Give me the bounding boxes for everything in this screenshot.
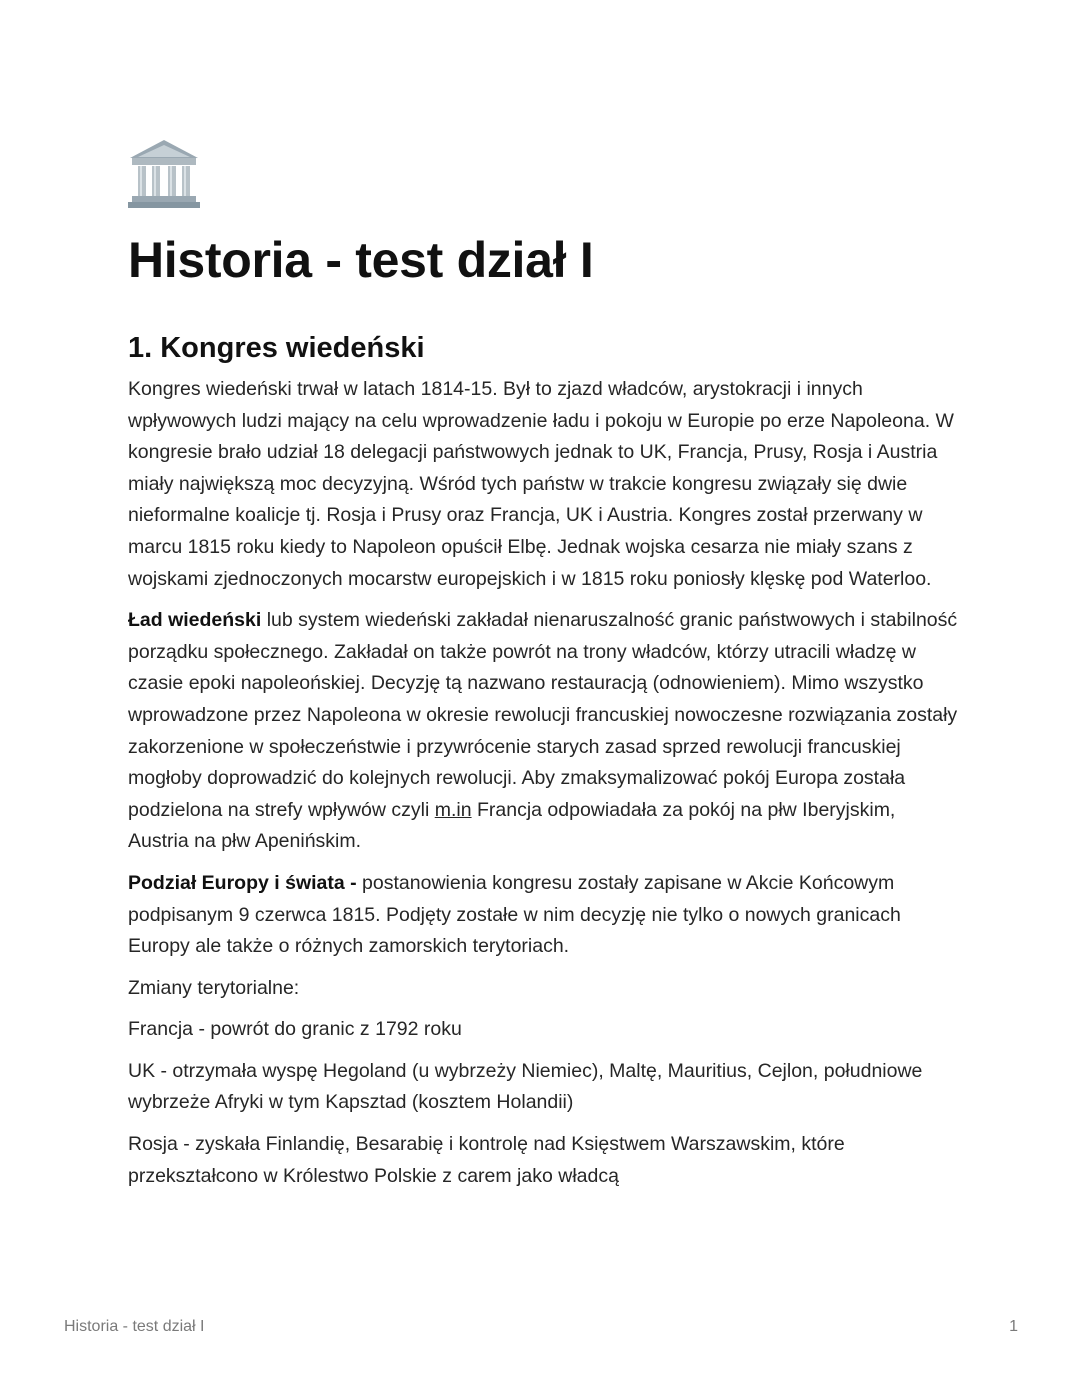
section-heading-kongres: 1. Kongres wiedeński (128, 332, 425, 364)
link-min[interactable]: m.in (434, 798, 472, 821)
paragraph-lad-wiedenski (128, 605, 958, 858)
paragraph-intro: Kongres wiedeński trwał w latach 1814-15. Był to zjazd władców, arystokracji i innych wpływowych ludzi mający na celu wprowadzenie ładu i pokoju w Europie po erze Napoleona. W kongresie brało udział 18 delegacji państwowych jednak to UK, Francja, Prusy, Rosja i Austria miały największą moc decyzyjną. Wśród tych państw w trakcie kongresu związały się dwie nieformalne koalicje tj. Rosja i Prusy oraz Francja, UK i Austria. Kongres został przerwany w marcu 1815 roku kiedy to Napoleon opuścił Elbę. Jednak wojska cesarza nie miały szans z wojskami zjednoczonych mocarstw europejskich i w 1815 roku poniosły klęskę pod Waterloo. (128, 378, 954, 590)
footer-title: Historia - test dział I (64, 1318, 205, 1335)
bold-term-lad: Ład wiedeński (128, 609, 262, 632)
paragraph-francja: Francja - powrót do granic z 1792 roku (128, 1018, 462, 1041)
paragraph-uk: UK - otrzymała wyspę Hegoland (u wybrzeży Niemiec), Maltę, Mauritius, Cejlon, południowe wybrzeże Afryki w tym Kapsztad (kosztem Holandii) (128, 1059, 923, 1114)
paragraph-podzial (128, 868, 958, 963)
bold-term-podzial: Podział Europy i świata - (128, 871, 357, 894)
paragraph-text: lub system wiedeński zakładał nienaruszalność granic państwowych i stabilność porządku społecznego. Zakładał on także powrót na trony władców, którzy utracili władzę w czasie epoki napoleońskiej. Decyzję tą nazwano restauracją (odnowieniem). Mimo wszystko wprowadzone przez Napoleona w okresie rewolucji francuskiej nowoczesne rozwiązania zostały zakorzenione w społeczeństwie i przywrócenie starych zasad sprzed rewolucji francuskiej mogłoby doprowadzić do kolejnych rewolucji. Aby zmaksymalizować pokój Europa została podzielona na strefy wpływów czyli (128, 609, 958, 821)
classical-building-icon (128, 138, 200, 210)
document-title: Historia - test dział I (128, 232, 594, 288)
paragraph-text: Francja odpowiadała za pokój na płw Iberyjskim, Austria na płw Apenińskim. (128, 798, 896, 853)
paragraph-zmiany: Zmiany terytorialne: (128, 976, 300, 999)
document-page (128, 138, 958, 1192)
paragraph-rosja: Rosja - zyskała Finlandię, Besarabię i kontrolę nad Księstwem Warszawskim, które przekształcono w Królestwo Polskie z carem jako władcą (128, 1133, 845, 1187)
paragraph-text: postanowienia kongresu zostały zapisane w Akcie Końcowym podpisanym 9 czerwca 1815. Podjęty zostałe w nim decyzję nie tylko o nowych granicach Europy ale także o różnych zamorskich terytoriach. (128, 871, 901, 958)
page-number: 1 (1009, 1318, 1018, 1335)
